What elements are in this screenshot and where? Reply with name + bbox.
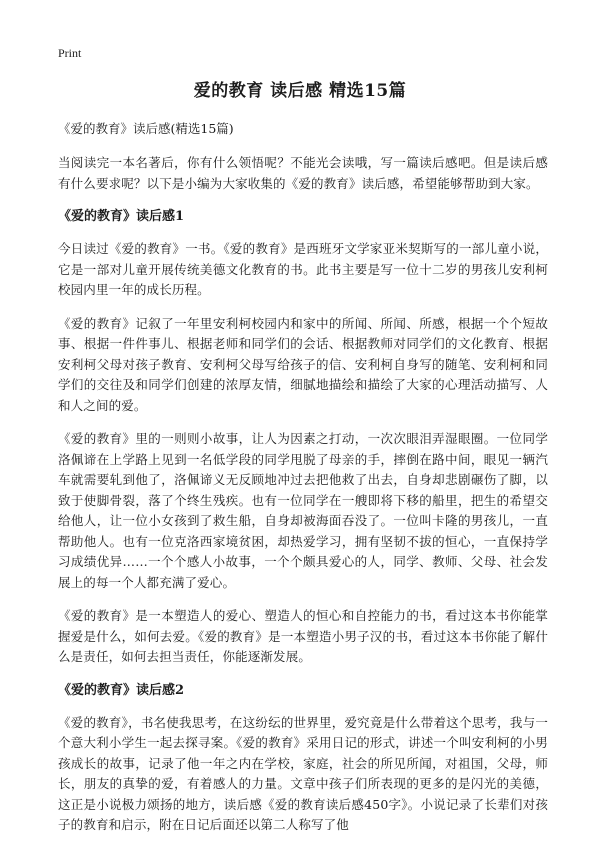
- section-paragraph: 今日读过《爱的教育》一书。《爱的教育》是西班牙文学家亚米契斯写的一部儿童小说，它是一部对儿童开展传统美德文化教育的书。此书主要是写一位十二岁的男孩儿安利柯校园内里一年的成长历程。: [58, 241, 548, 297]
- intro-paragraph: 当阅读完一本名著后，你有什么领悟呢？不能光会读哦，写一篇读后感吧。但是读后感有什么要求呢？以下是小编为大家收集的《爱的教育》读后感，希望能够帮助到大家。: [58, 155, 548, 191]
- section-paragraph: 《爱的教育》记叙了一年里安利柯校园内和家中的所闻、所闻、所感，根据一个个短故事、根据一件件事儿、根据老师和同学们的会话、根据教师对同学们的文化教育、根据安利柯父母对孩子教育、安利柯父母写给孩子的信、安利柯自身写的随笔、安利柯和同学们的交往及和同学们创建的浓厚友情，细腻地描绘和描绘了大家的心理活动描写、人和人之间的爱。: [58, 315, 548, 413]
- section-paragraph: 《爱的教育》里的一则则小故事，让人为因素之打动，一次次眼泪弄湿眼圈。一位同学洛佩谛在上学路上见到一名低学段的同学甩脱了母亲的手，摔倒在路中间，眼见一辆汽车就需要轧到他了，洛佩谛义无反顾地冲过去把他救了出去，自身却悲剧碾伤了脚，以致于使脚骨裂，落了个终生残疾。也有一位同学在一艘即将下移的船里，把生的希望交给他人，让一位小女孩到了救生船，自身却被海面吞没了。一位叫卡隆的男孩儿，一直帮助他人。也有一位克洛西家境贫困，却热爱学习，拥有坚韧不拔的恒心，一直保持学习成绩优异……一个个感人小故事，一个个颇具爱心的人，同学、教师、父母、社会发展上的每一个人都充满了爱心。: [58, 431, 548, 590]
- section-paragraph: 《爱的教育》是一本塑造人的爱心、塑造人的恒心和自控能力的书，看过这本书你能掌握爱是什么，如何去爱。《爱的教育》是一本塑造小男子汉的书，看过这本书你能了解什么是责任，如何去担当责任，你能逐渐发展。: [58, 608, 548, 664]
- section-heading: 《爱的教育》读后感2: [58, 682, 185, 698]
- print-label: Print: [58, 46, 82, 60]
- document-subtitle: 《爱的教育》读后感(精选15篇): [58, 121, 234, 136]
- document-body: [58, 119, 548, 849]
- section-paragraph: 《爱的教育》，书名使我思考，在这纷纭的世界里，爱究竟是什么带着这个思考，我与一个意大利小学生一起去探寻案。《爱的教育》采用日记的形式，讲述一个叫安利柯的小男孩成长的故事，记录了他一年之内在学校，家庭，社会的所见所闻，对祖国，父母，师长，朋友的真挚的爱，有着感人的力量。文章中孩子们所表现的更多的是闪光的美德，这正是小说极力颂扬的地方，读后感《爱的教育读后感450字》。小说记录了长辈们对孩子的教育和启示，附在日记后面还以第二人称写了他: [58, 714, 548, 832]
- section-heading: 《爱的教育》读后感1: [58, 209, 185, 224]
- document-title: 爱的教育 读后感 精选15篇: [193, 81, 407, 101]
